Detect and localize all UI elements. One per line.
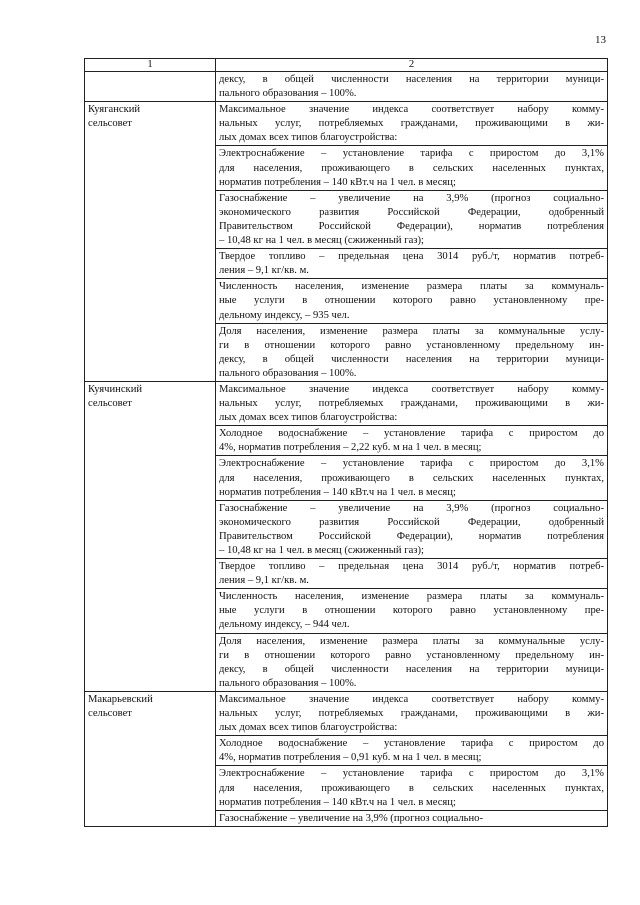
text-line: Твердое топливо – предельная цена 3014 руб./т, норматив потреб- [219, 251, 604, 263]
tariff-paragraph [216, 278, 607, 322]
tariff-paragraph [216, 558, 607, 588]
text-line: Газоснабжение – увеличение на 3,9% (прогноз социально- [219, 192, 604, 204]
settlement-name-cell [85, 691, 216, 826]
text-line: нальных услуг, потребляемых гражданами, проживающими в жи- [219, 708, 604, 720]
tariff-paragraph [216, 765, 607, 809]
text-line: дексу, в общей численности населения на территории муници- [219, 74, 604, 85]
column-header-1: 1 [85, 59, 216, 72]
text-line: Газоснабжение – увеличение на 3,9% (прогноз социально- [219, 502, 604, 514]
text-line: 4%, норматив потребления – 0,91 куб. м на 1 чел. в месяц; [219, 752, 482, 764]
tariff-paragraph [216, 633, 607, 691]
settlement-name-line: сельсовет [88, 398, 132, 410]
settlement-name-cell [85, 72, 216, 102]
tariff-paragraph [216, 382, 607, 425]
tariff-paragraph [216, 248, 607, 278]
text-line: норматив потребления – 140 кВт.ч на 1 чел. в месяц; [219, 796, 456, 808]
settlement-name-cell [85, 102, 216, 382]
tariff-paragraph [216, 190, 607, 248]
tariff-description-cell [216, 691, 608, 826]
text-line: норматив потребления – 140 кВт.ч на 1 чел. в месяц; [219, 176, 456, 188]
settlement-name-line: Куяганский [88, 104, 141, 116]
text-line: лых домах всех типов благоустройства: [219, 412, 398, 424]
text-line: Максимальное значение индекса соответствует набору комму- [219, 104, 604, 116]
text-line: Максимальное значение индекса соответствует набору комму- [219, 693, 604, 705]
text-line: для населения, проживающего в сельских населенных пунктах, [219, 472, 604, 484]
text-line: ные услуги в отношении которого равно установленному пре- [219, 295, 604, 307]
text-line: экономического развития Российской Федерации, одобренный [219, 206, 604, 218]
text-line: лых домах всех типов благоустройства: [219, 722, 398, 734]
text-line: Правительством Российской Федерации), норматив потребления [219, 220, 604, 232]
tariff-paragraph [216, 323, 607, 381]
tariff-paragraph [216, 102, 607, 145]
table-row [85, 381, 608, 691]
text-line: Холодное водоснабжение – установление тарифа с приростом до [219, 428, 604, 440]
tariff-paragraph [216, 692, 607, 735]
text-line: Доля населения, изменение размера платы за коммунальные услу- [219, 325, 604, 337]
text-line: – 10,48 кг на 1 чел. в месяц (сжиженный газ); [219, 235, 424, 247]
text-line: Численность населения, изменение размера платы за коммуналь- [219, 591, 604, 603]
table-row [85, 102, 608, 382]
text-line: – 10,48 кг на 1 чел. в месяц (сжиженный газ); [219, 545, 424, 556]
text-line: ные услуги в отношении которого равно установленному пре- [219, 605, 604, 617]
tariff-table [84, 58, 608, 827]
text-line: дексу, в общей численности населения на территории муници- [219, 663, 604, 675]
column-header-2: 2 [216, 59, 608, 72]
text-line: Численность населения, изменение размера платы за коммуналь- [219, 281, 604, 293]
text-line: нальных услуг, потребляемых гражданами, проживающими в жи- [219, 398, 604, 410]
text-line: Газоснабжение – увеличение на 3,9% (прогноз социально- [219, 812, 483, 824]
text-line: Электроснабжение – установление тарифа с приростом до 3,1% [219, 458, 604, 470]
text-line: норматив потребления – 140 кВт.ч на 1 чел. в месяц; [219, 486, 456, 498]
table-row [85, 691, 608, 826]
text-line: ги в отношении которого равно установленному предельному ин- [219, 339, 604, 351]
table-row [85, 72, 608, 102]
table-header-row [85, 59, 608, 72]
page-number: 13 [595, 34, 606, 46]
tariff-description-cell [216, 102, 608, 382]
text-line: дельному индексу, – 935 чел. [219, 309, 350, 321]
tariff-paragraph [216, 588, 607, 632]
text-line: Правительством Российской Федерации), норматив потребления [219, 530, 604, 542]
text-line: нальных услуг, потребляемых гражданами, проживающими в жи- [219, 118, 604, 130]
text-line: Максимальное значение индекса соответствует набору комму- [219, 383, 604, 395]
tariff-paragraph [216, 72, 607, 101]
tariff-paragraph [216, 500, 607, 558]
text-line: пального образования – 100%. [219, 88, 357, 100]
settlement-name-line: Макарьевский [88, 693, 153, 705]
text-line: ления – 9,1 кг/кв. м. [219, 575, 309, 587]
settlement-name-line: сельсовет [88, 118, 132, 130]
text-line: экономического развития Российской Федерации, одобренный [219, 516, 604, 528]
text-line: 4%, норматив потребления – 2,22 куб. м на 1 чел. в месяц; [219, 442, 482, 454]
tariff-description-cell [216, 72, 608, 102]
settlement-name-line: Куячинский [88, 383, 143, 395]
text-line: для населения, проживающего в сельских населенных пунктах, [219, 162, 604, 174]
settlement-name-line: сельсовет [88, 708, 132, 720]
tariff-paragraph [216, 455, 607, 499]
tariff-paragraph [216, 145, 607, 189]
text-line: Электроснабжение – установление тарифа с приростом до 3,1% [219, 148, 604, 160]
text-line: лых домах всех типов благоустройства: [219, 132, 398, 144]
tariff-description-cell [216, 381, 608, 691]
text-line: Твердое топливо – предельная цена 3014 руб./т, норматив потреб- [219, 561, 604, 573]
tariff-paragraph [216, 735, 607, 765]
settlement-name-cell [85, 381, 216, 691]
text-line: Холодное водоснабжение – установление тарифа с приростом до [219, 738, 604, 750]
text-line: дельному индексу, – 944 чел. [219, 619, 350, 631]
text-line: Доля населения, изменение размера платы за коммунальные услу- [219, 635, 604, 647]
text-line: Электроснабжение – установление тарифа с приростом до 3,1% [219, 768, 604, 780]
text-line: для населения, проживающего в сельских населенных пунктах, [219, 782, 604, 794]
text-line: ления – 9,1 кг/кв. м. [219, 265, 309, 277]
text-line: ги в отношении которого равно установленному предельному ин- [219, 649, 604, 661]
text-line: пального образования – 100%. [219, 367, 357, 379]
text-line: дексу, в общей численности населения на территории муници- [219, 353, 604, 365]
text-line: пального образования – 100%. [219, 677, 357, 689]
tariff-paragraph [216, 810, 607, 826]
tariff-paragraph [216, 425, 607, 455]
